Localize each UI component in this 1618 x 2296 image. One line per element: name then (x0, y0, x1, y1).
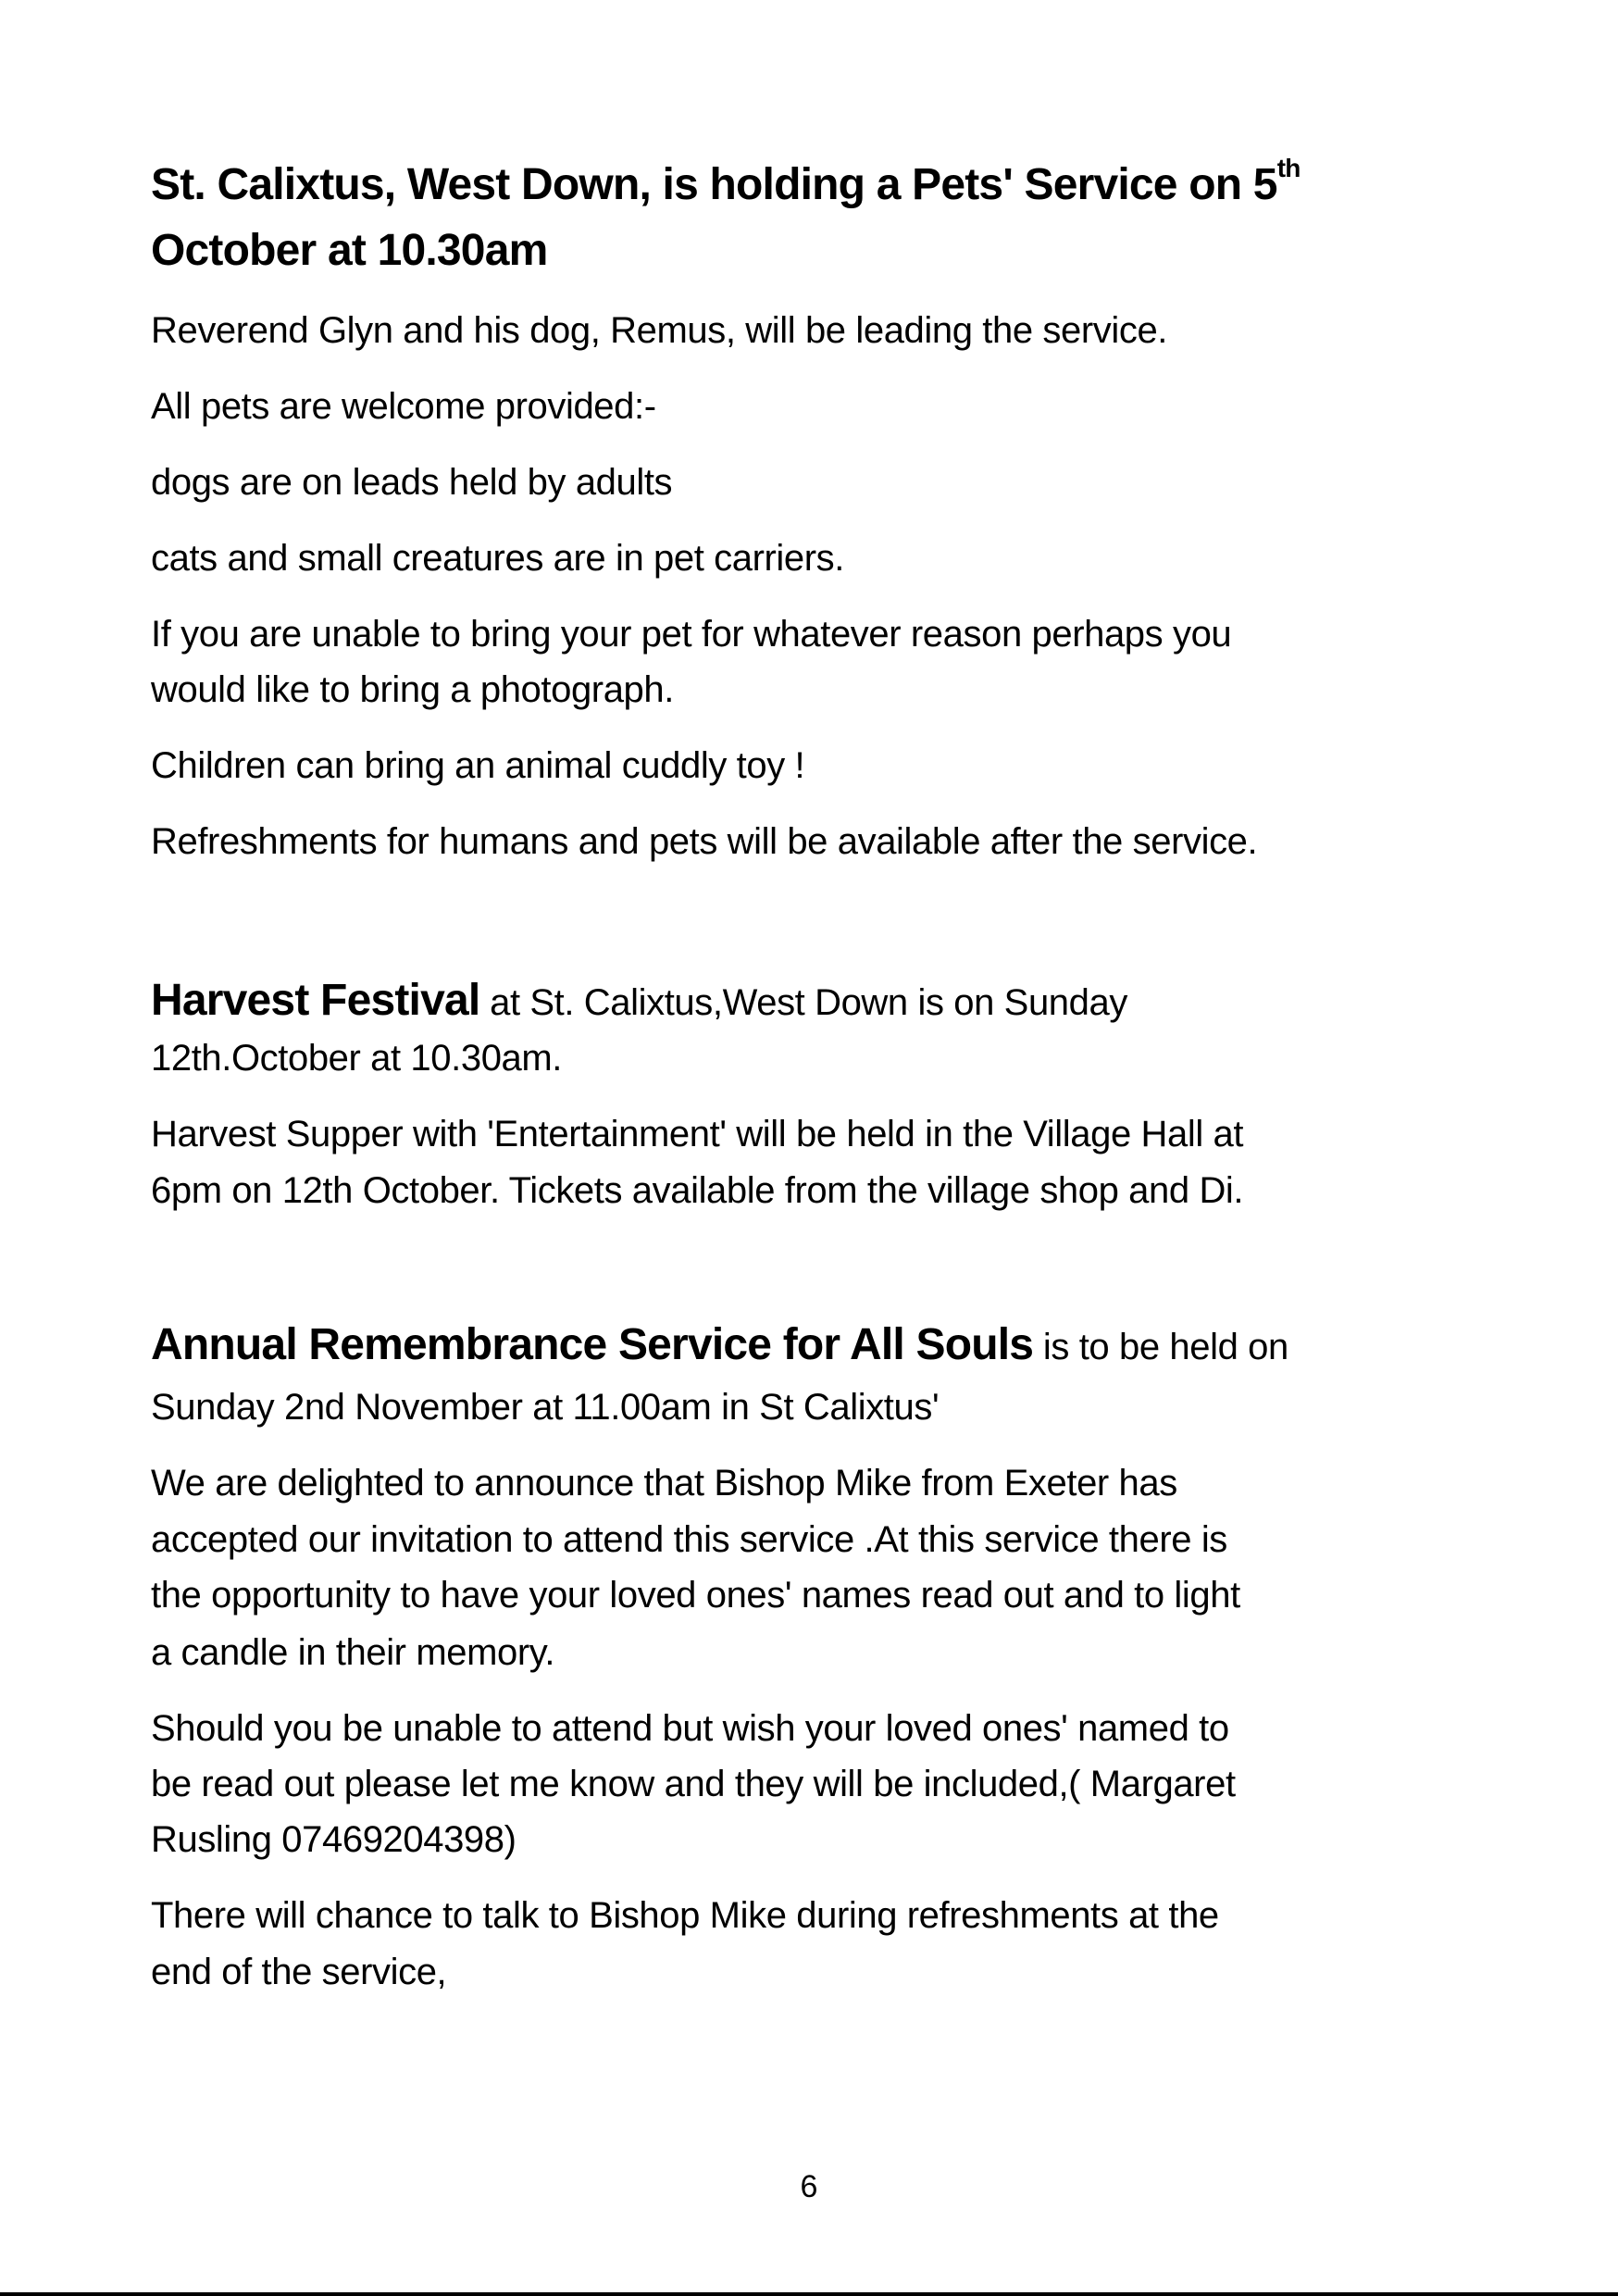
paragraph-line: Harvest Supper with 'Entertainment' will be held in the Village Hall at (151, 1114, 1244, 1154)
remembrance-title: Annual Remembrance Service for All Souls (151, 1320, 1034, 1369)
heading-line-2: October at 10.30am (151, 226, 548, 275)
paragraph-line: would like to bring a photograph. (151, 669, 674, 710)
paragraph-line: If you are unable to bring your pet for whatever reason perhaps you (151, 614, 1232, 655)
bottom-rule (0, 2292, 1618, 2296)
paragraph-line: Sunday 2nd November at 11.00am in St Calixtus' (151, 1387, 940, 1428)
page-number: 6 (800, 2169, 818, 2204)
harvest-festival-title: Harvest Festival (151, 976, 480, 1025)
paragraph-line: 6pm on 12th October. Tickets available from the village shop and Di. (151, 1170, 1244, 1211)
heading-text: St. Calixtus, West Down, is holding a Pets' Service on 5 (151, 160, 1277, 209)
paragraph-line: Children can bring an animal cuddly toy ! (151, 745, 805, 786)
paragraph-line: cats and small creatures are in pet carriers. (151, 538, 844, 579)
remembrance-lead-text: is to be held on (1033, 1327, 1288, 1367)
paragraph-line: end of the service, (151, 1952, 447, 1992)
paragraph-line: a candle in their memory. (151, 1632, 555, 1673)
paragraph-line: All pets are welcome provided:- (151, 386, 656, 427)
paragraph-line: Rusling 07469204398) (151, 1819, 517, 1860)
harvest-lead-text: at St. Calixtus,West Down is on Sunday (479, 982, 1127, 1023)
heading-line-1 (151, 154, 1301, 209)
paragraph-line: Reverend Glyn and his dog, Remus, will be leading the service. (151, 310, 1168, 351)
remembrance-lead-line (151, 1320, 1288, 1369)
paragraph-line: be read out please let me know and they will be included,( Margaret (151, 1764, 1236, 1804)
paragraph-line: Should you be unable to attend but wish your loved ones' named to (151, 1708, 1229, 1749)
paragraph-line: the opportunity to have your loved ones' names read out and to light (151, 1575, 1240, 1616)
paragraph-line: accepted our invitation to attend this service .At this service there is (151, 1519, 1227, 1560)
paragraph-line: There will chance to talk to Bishop Mike during refreshments at the (151, 1895, 1219, 1936)
paragraph-line: Refreshments for humans and pets will be available after the service. (151, 821, 1258, 862)
paragraph-line: 12th.October at 10.30am. (151, 1038, 563, 1079)
harvest-lead-line (151, 976, 1127, 1025)
paragraph-line: We are delighted to announce that Bishop Mike from Exeter has (151, 1463, 1177, 1504)
heading-superscript: th (1276, 154, 1301, 182)
paragraph-line: dogs are on leads held by adults (151, 462, 673, 503)
